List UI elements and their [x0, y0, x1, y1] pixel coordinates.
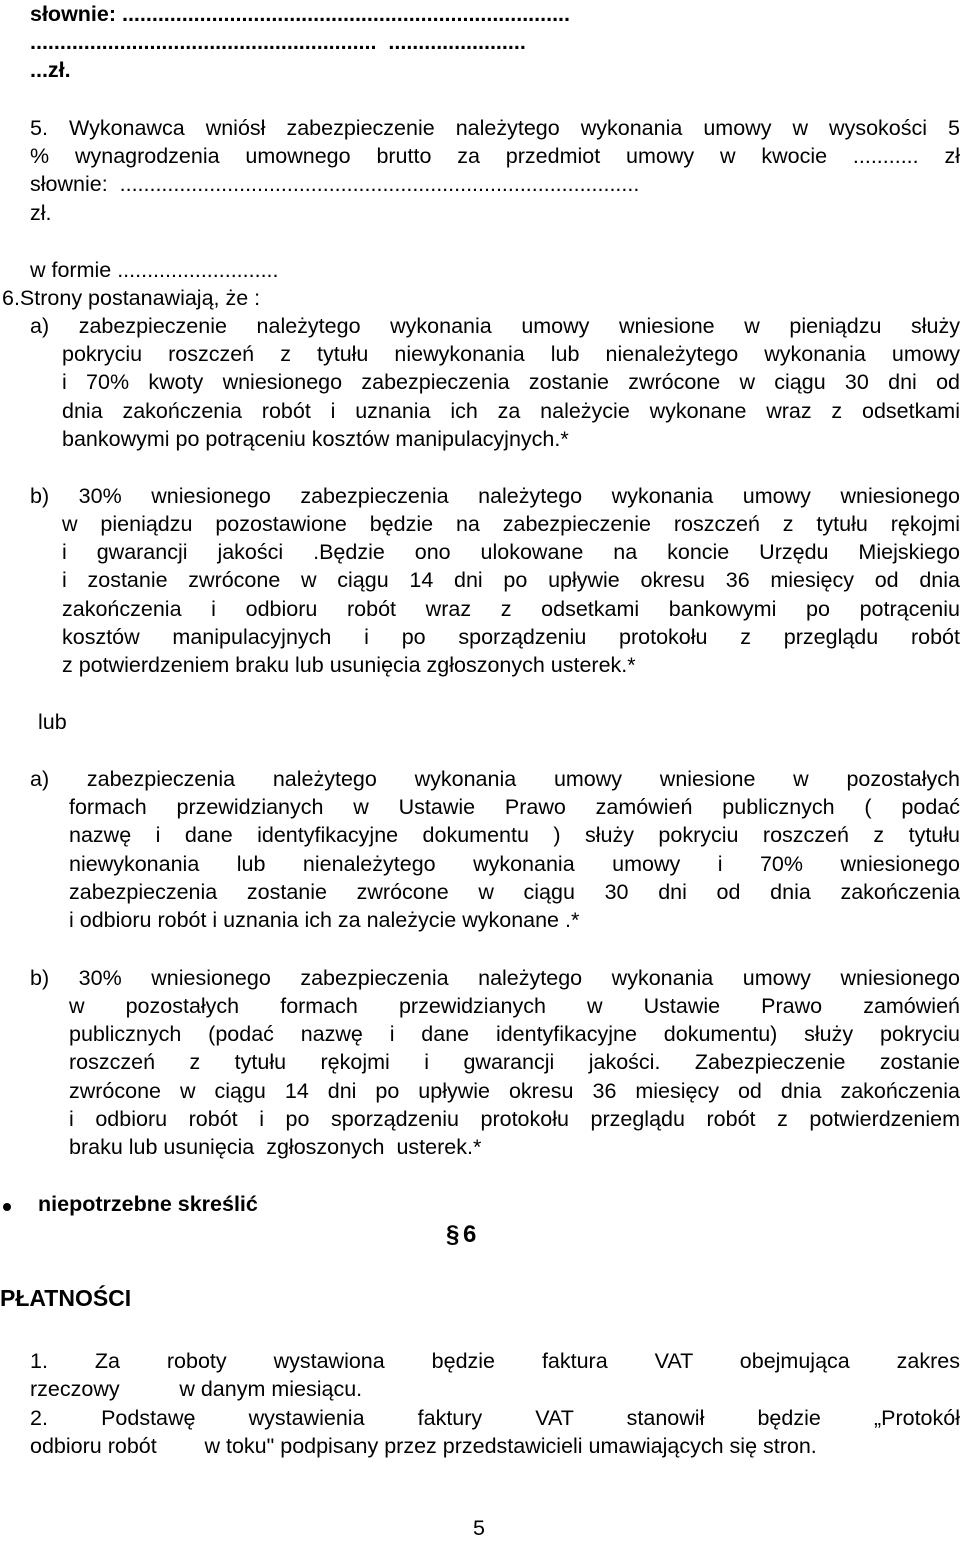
alt-b-line-7: braku lub usunięcia zgłoszonych usterek.* [69, 1135, 482, 1159]
p6-b-line-2: w pieniądzu pozostawione będzie na zabezpieczenie roszczeń z tytułu rękojmi [62, 512, 960, 536]
p6-b-line-3: i gwarancji jakości .Będzie ono ulokowane na koncie Urzędu Miejskiego [62, 540, 960, 564]
top-line-3: ...zł. [30, 58, 71, 82]
p6-b-line-4: i zostanie zwrócone w ciągu 14 dni po upływie okresu 36 miesięcy od dnia [62, 568, 960, 592]
pay-1-line-1: 1. Za roboty wystawiona będzie faktura VAT obejmująca zakres [30, 1349, 960, 1373]
p6-a-line-3: i 70% kwoty wniesionego zabezpieczenia zostanie zwrócone w ciągu 30 dni od [62, 370, 960, 394]
alt-b-line-3: publicznych (podać nazwę i dane identyfikacyjne dokumentu) służy pokryciu [69, 1022, 960, 1046]
p5-line-1: 5. Wykonawca wniósł zabezpieczenie należytego wykonania umowy w wysokości 5 [30, 116, 960, 140]
alt-b-line-5: zwrócone w ciągu 14 dni po upływie okresu 36 miesięcy od dnia zakończenia [69, 1079, 960, 1103]
p6-a-line-1: a) zabezpieczenie należytego wykonania umowy wniesione w pieniądzu służy [30, 314, 960, 338]
alt-b-line-1: b) 30% wniesionego zabezpieczenia należytego wykonania umowy wniesionego [30, 966, 960, 990]
lub-separator: lub [38, 710, 67, 734]
p5-line-3: słownie: ....................................................................................... [30, 172, 640, 196]
top-line-1: słownie: ........................................................................... [30, 2, 570, 26]
p5-line-4: zł. [30, 201, 52, 225]
alt-a-line-6: i odbioru robót i uznania ich za należycie wykonane .* [69, 908, 580, 932]
top-line-2: .......................................................... ....................... [30, 30, 526, 54]
bullet-icon [3, 1203, 11, 1211]
p6-b-line-1: b) 30% wniesionego zabezpieczenia należytego wykonania umowy wniesionego [30, 484, 960, 508]
alt-b-line-2: w pozostałych formach przewidzianych w Ustawie Prawo zamówień [69, 994, 960, 1018]
alt-a-line-1: a) zabezpieczenia należytego wykonania umowy wniesione w pozostałych [30, 767, 960, 791]
section-symbol: § [446, 1221, 460, 1248]
pay-2-line-1: 2. Podstawę wystawienia faktury VAT stanowił będzie „Protokół [30, 1406, 960, 1430]
p6-a-line-4: dnia zakończenia robót i uznania ich za należycie wykonane wraz z odsetkami [62, 399, 960, 423]
page-number: 5 [473, 1516, 485, 1540]
p5-line-2: % wynagrodzenia umownego brutto za przedmiot umowy w kwocie ........... zł [30, 144, 960, 168]
p5-line-5: w formie ........................... [30, 258, 279, 282]
pay-1-line-2: rzeczowy w danym miesiącu. [30, 1377, 363, 1401]
alt-a-line-3: nazwę i dane identyfikacyjne dokumentu ) służy pokryciu roszczeń z tytułu [69, 823, 960, 847]
alt-a-line-2: formach przewidzianych w Ustawie Prawo zamówień publicznych ( podać [69, 795, 960, 819]
alt-a-line-5: zabezpieczenia zostanie zwrócone w ciągu 30 dni od dnia zakończenia [69, 880, 960, 904]
footnote-text: niepotrzebne skreślić [38, 1192, 258, 1216]
p6-a-line-5: bankowymi po potrąceniu kosztów manipulacyjnych.* [62, 427, 569, 451]
alt-b-line-4: roszczeń z tytułu rękojmi i gwarancji jakości. Zabezpieczenie zostanie [69, 1050, 960, 1074]
p6-b-line-6: kosztów manipulacyjnych i po sporządzeniu protokołu z przeglądu robót [62, 625, 960, 649]
p6-heading: 6.Strony postanawiają, że : [2, 286, 261, 310]
pay-2-line-2: odbioru robót w toku" podpisany przez przedstawicieli umawiających się stron. [30, 1434, 817, 1458]
section-title: PŁATNOŚCI [0, 1285, 132, 1311]
p6-b-line-5: zakończenia i odbioru robót wraz z odsetkami bankowymi po potrąceniu [62, 597, 960, 621]
alt-b-line-6: i odbioru robót i po sporządzeniu protokołu przeglądu robót z potwierdzeniem [69, 1107, 960, 1131]
p6-a-line-2: pokryciu roszczeń z tytułu niewykonania lub nienależytego wykonania umowy [62, 342, 960, 366]
section-number: 6 [463, 1221, 477, 1248]
p6-b-line-7: z potwierdzeniem braku lub usunięcia zgłoszonych usterek.* [62, 653, 636, 677]
alt-a-line-4: niewykonania lub nienależytego wykonania umowy i 70% wniesionego [69, 852, 960, 876]
